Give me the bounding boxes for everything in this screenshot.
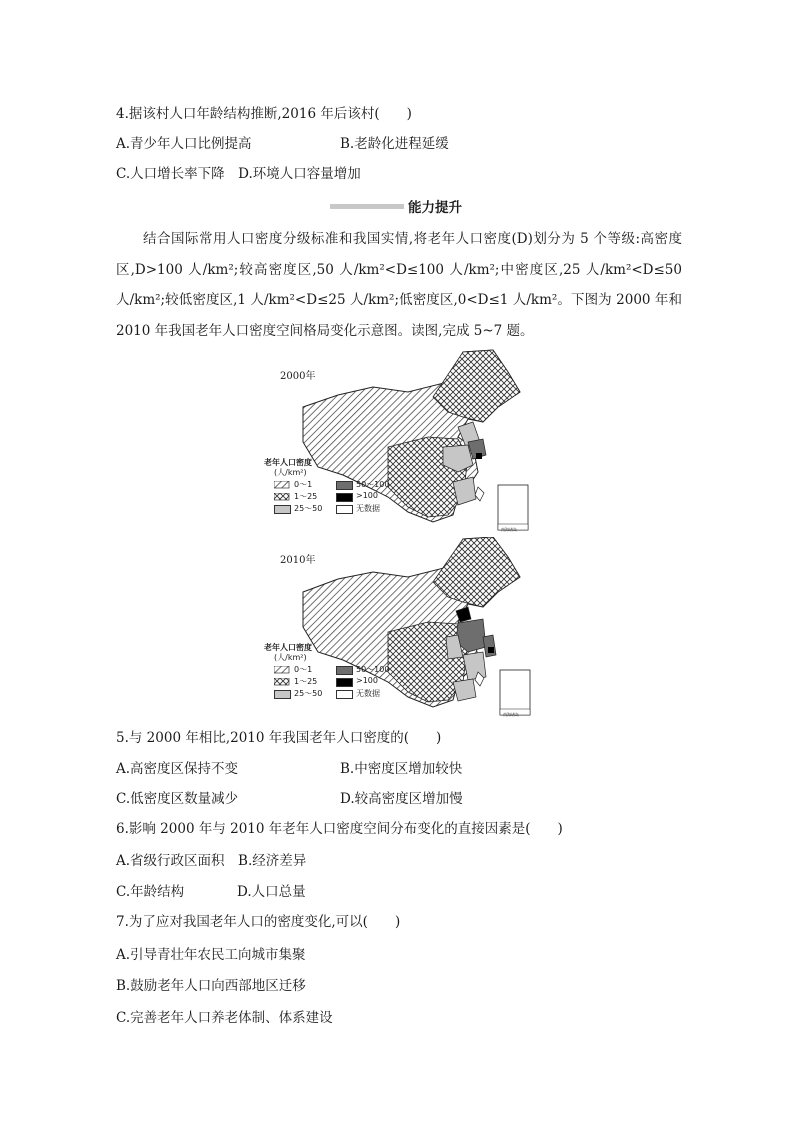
- legend-item: 无数据: [356, 504, 380, 513]
- section-title: 能力提升: [408, 200, 462, 216]
- q5-stem: 5.与 2000 年相比,2010 年我国老年人口密度的( ): [116, 730, 442, 746]
- q4-option-a[interactable]: A.青少年人口比例提高: [116, 136, 252, 152]
- q5-option-b[interactable]: B.中密度区增加较快: [340, 761, 463, 777]
- legend-item: 1～25: [294, 677, 318, 686]
- legend-item: 50～100: [356, 480, 390, 489]
- legend-title: 老年人口密度: [264, 458, 312, 467]
- q5-option-c[interactable]: C.低密度区数量减少: [116, 791, 239, 807]
- legend-item: >100: [356, 676, 378, 685]
- inset-label: 南海诸岛: [501, 527, 517, 532]
- q7-option-c[interactable]: C.完善老年人口养老体制、体系建设: [116, 1010, 333, 1026]
- legend-item: 25～50: [294, 689, 323, 698]
- legend-unit: (人/km²): [274, 653, 307, 662]
- q7-option-a[interactable]: A.引导青壮年农民工向城市集聚: [116, 947, 306, 963]
- legend-item: 25～50: [294, 504, 323, 513]
- intro-paragraph: 结合国际常用人口密度分级标准和我国实情,将老年人口密度(D)划分为 5 个等级:高密度区,D>100 人/km²;较高密度区,50 人/km²<D≤100 人/km²;中密度区,25 人/km²<D≤50 人/km²;较低密度区,1 人/km²<D≤25 人/km²;低密度区,0<D≤1 人/km²。下图为 2000 年和 2010 年我国老年人口密度空间格局变化示意图。读图,完成 5~7 题。: [116, 231, 682, 339]
- legend-item: 50～100: [356, 665, 390, 674]
- map-legend: [264, 457, 394, 517]
- legend-item: >100: [356, 491, 378, 500]
- q6-stem: 6.影响 2000 年与 2010 年老年人口密度空间分布变化的直接因素是( ): [116, 821, 563, 837]
- legend-title: 老年人口密度: [264, 643, 312, 652]
- map-legend: [264, 642, 394, 702]
- section-heading-bar: [330, 204, 404, 209]
- legend-item: 1～25: [294, 492, 318, 501]
- map-year-label: 2000年: [280, 371, 316, 382]
- legend-item: 0～1: [294, 480, 313, 489]
- q6-option-d[interactable]: D.人口总量: [237, 884, 306, 900]
- map-2000: [258, 347, 543, 539]
- q4-option-b[interactable]: B.老龄化进程延缓: [340, 136, 449, 152]
- legend-item: 0～1: [294, 665, 313, 674]
- legend-item: 无数据: [356, 689, 380, 698]
- map-year-label: 2010年: [280, 555, 316, 566]
- q6-option-c[interactable]: C.年龄结构: [116, 884, 185, 900]
- q7-stem: 7.为了应对我国老年人口的密度变化,可以( ): [116, 914, 401, 930]
- q5-option-a[interactable]: A.高密度区保持不变: [116, 761, 239, 777]
- inset-label: 南海诸岛: [503, 712, 519, 717]
- legend-unit: (人/km²): [274, 468, 307, 477]
- q5-option-d[interactable]: D.较高密度区增加慢: [340, 791, 463, 807]
- q4-stem: 4.据该村人口年龄结构推断,2016 年后该村( ): [116, 106, 412, 122]
- q6-options-ab[interactable]: A.省级行政区面积 B.经济差异: [116, 853, 307, 869]
- map-2010: [258, 537, 543, 719]
- q7-option-b[interactable]: B.鼓励老年人口向西部地区迁移: [116, 978, 306, 994]
- q4-options-cd[interactable]: C.人口增长率下降 D.环境人口容量增加: [116, 166, 361, 182]
